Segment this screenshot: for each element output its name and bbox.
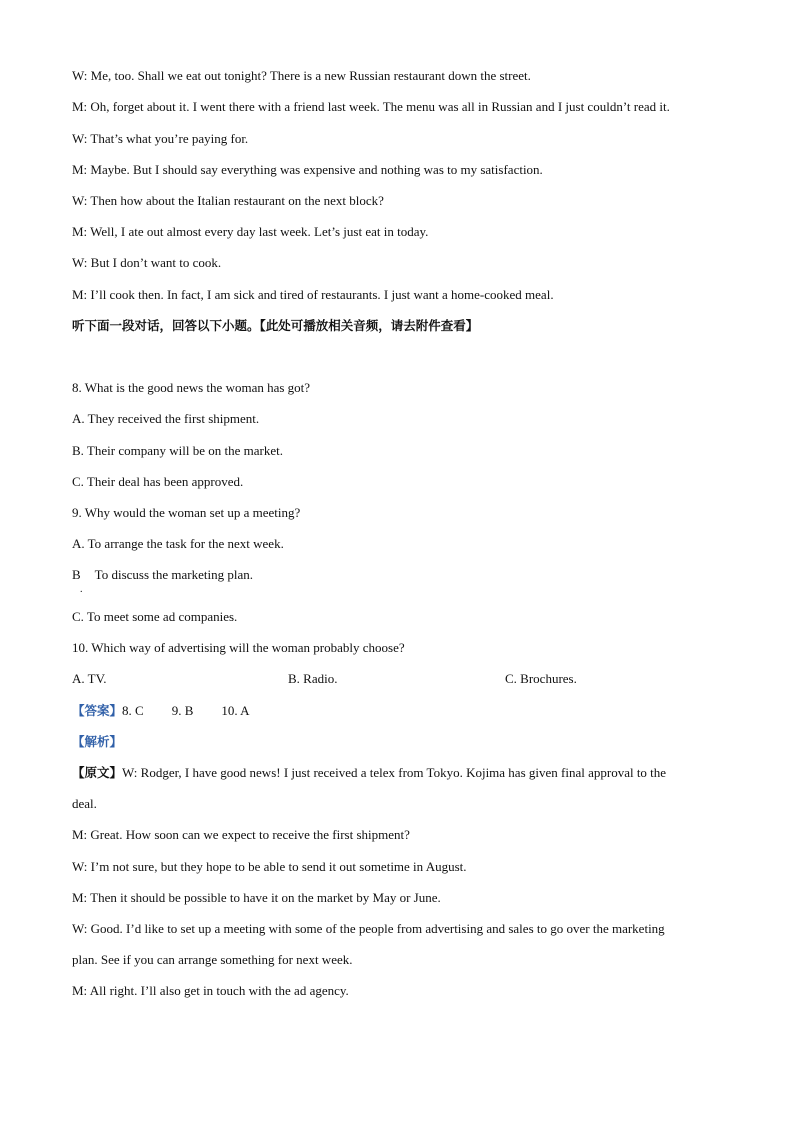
dialogue-line-6: M: Well, I ate out almost every day last week. Let’s just eat in today. <box>72 224 429 239</box>
transcript-line-1 <box>72 764 666 782</box>
transcript-line-6: M: All right. I’ll also get in touch with the ad agency. <box>72 983 349 998</box>
transcript-line-1-cont: deal. <box>72 796 97 811</box>
dialogue-line-2: M: Oh, forget about it. I went there with a friend last week. The menu was all in Russian and I just couldn’t read it. <box>72 99 670 114</box>
transcript-line-5: W: Good. I’d like to set up a meeting with some of the people from advertising and sales to go over the marketing <box>72 921 665 936</box>
q9-option-b <box>72 566 253 584</box>
dialogue-line-1: W: Me, too. Shall we eat out tonight? There is a new Russian restaurant down the street. <box>72 68 531 83</box>
q10-option-c: C. Brochures. <box>505 671 577 686</box>
dialogue-line-5: W: Then how about the Italian restaurant on the next block? <box>72 193 384 208</box>
question-10: 10. Which way of advertising will the woman probably choose? <box>72 640 405 655</box>
q9-option-b-text: To discuss the marketing plan. <box>94 567 253 582</box>
listening-instruction: 听下面一段对话，回答以下小题。【此处可播放相关音频，请去附件查看】 <box>72 318 479 333</box>
q8-option-a: A. They received the first shipment. <box>72 411 260 426</box>
q9-option-c: C. To meet some ad companies. <box>72 609 238 624</box>
transcript-line-4: M: Then it should be possible to have it on the market by May or June. <box>72 890 441 905</box>
answer-item-8: 8. C <box>122 703 144 718</box>
analysis-label: 【解析】 <box>72 734 123 749</box>
transcript-line-3: W: I’m not sure, but they hope to be able to send it out sometime in August. <box>72 859 467 874</box>
question-9: 9. Why would the woman set up a meeting? <box>72 505 301 520</box>
answer-line <box>72 702 250 720</box>
q10-option-a: A. TV. <box>72 671 107 686</box>
answer-label: 【答案】 <box>72 703 123 718</box>
question-8: 8. What is the good news the woman has got? <box>72 380 311 395</box>
answer-item-10: 10. A <box>221 703 250 718</box>
transcript-first-line: W: Rodger, I have good news! I just received a telex from Tokyo. Kojima has given final approval to the <box>122 765 667 780</box>
q8-option-c: C. Their deal has been approved. <box>72 474 244 489</box>
q9-option-b-letter: B <box>72 567 81 582</box>
dialogue-line-7: W: But I don’t want to cook. <box>72 255 222 270</box>
q9-option-a: A. To arrange the task for the next week. <box>72 536 284 551</box>
dialogue-line-3: W: That’s what you’re paying for. <box>72 131 249 146</box>
dialogue-line-8: M: I’ll cook then. In fact, I am sick and tired of restaurants. I just want a home-cooked meal. <box>72 287 554 302</box>
q10-option-b: B. Radio. <box>288 671 338 686</box>
transcript-line-2: M: Great. How soon can we expect to receive the first shipment? <box>72 827 410 842</box>
answer-item-9: 9. B <box>171 703 194 718</box>
stray-dot: . <box>80 584 83 595</box>
dialogue-line-4: M: Maybe. But I should say everything was expensive and nothing was to my satisfaction. <box>72 162 543 177</box>
transcript-label: 【原文】 <box>72 765 123 780</box>
transcript-line-5-cont: plan. See if you can arrange something for next week. <box>72 952 353 967</box>
q8-option-b: B. Their company will be on the market. <box>72 443 283 458</box>
